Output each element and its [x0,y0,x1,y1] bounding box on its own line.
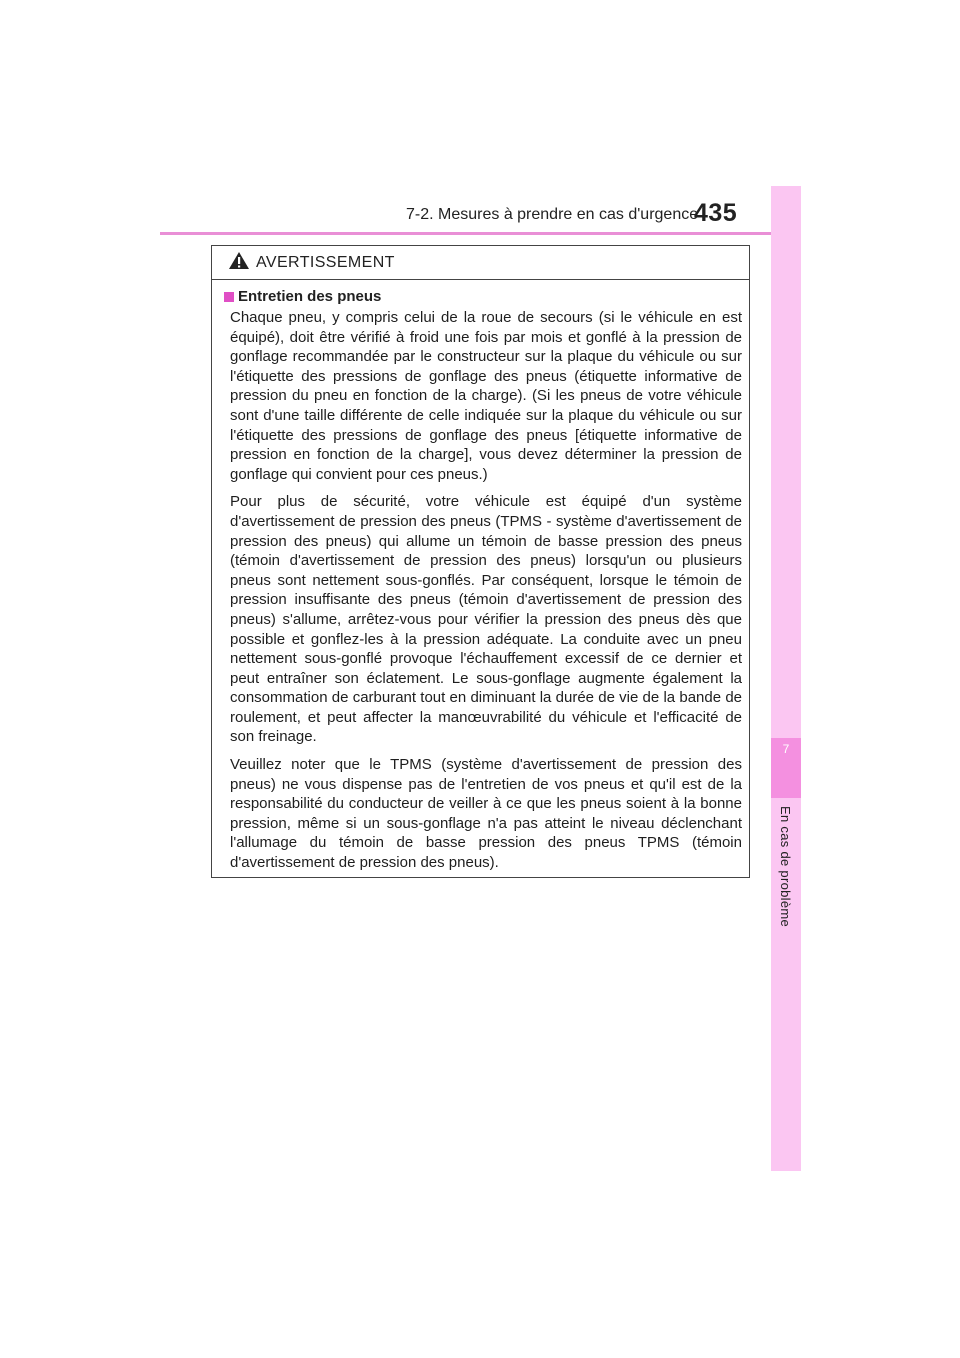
warning-header [212,246,749,280]
paragraph: Chaque pneu, y compris celui de la roue de secours (si le véhicule en est équipé), doit être vérifié à froid une fois par mois et gonflé à la pression de gonflage recommandée par le constructeur sur la plaque du véhicule ou sur l'étiquette des pressions de gonflage des pneus (étiquette informative de pression du pneu en fonction de la charge). (Si les pneus de votre véhicule sont d'une taille différente de celle indiquée sur la plaque du véhicule ou sur l'étiquette des pressions de gonflage des pneus [étiquette informative de pression en fonction de la charge], vous devez déterminer la pression de gonflage qui convient pour ces pneus.) [230,309,742,483]
paragraph: Veuillez noter que le TPMS (système d'avertissement de pression des pneus) ne vous dispense pas de l'entretien de vos pneus et qu'il est de la responsabilité du conducteur de veiller à ce que les pneus soient à la bonne pression, même si un sous-gonflage n'a pas atteint le niveau déclenchant l'allumage du témoin de basse pression des pneus TPMS (témoin d'avertissement de pression des pneus). [230,756,742,872]
header-divider [160,232,800,235]
paragraph: Pour plus de sécurité, votre véhicule est équipé d'un système d'avertissement de pression des pneus (TPMS - système d'avertissement de pression des pneus) qui allume un témoin de basse pression des pneus (témoin d'avertissement de pression des pneus) lorsqu'un ou plusieurs pneus sont nettement sous-gonflés. Par conséquent, lorsque le témoin de pression insuffisante des pneus (témoin d'avertissement de pression des pneus) s'allume, arrêtez-vous pour vérifier la pression des pneus dès que possible et gonflez-les à la pression adéquate. La conduite avec un pneu nettement sous-gonflé provoque l'échauffement excessif de ce dernier et peut entraîner son éclatement. Le sous-gonflage augmente également la consommation de carburant tout en diminuant la durée de vie de la bande de roulement, et peut affecter la manœuvrabilité du véhicule et l'efficacité de son freinage. [230,493,742,746]
chapter-side-tab [771,186,801,1171]
warning-triangle-icon [228,251,250,275]
section-title: 7-2. Mesures à prendre en cas d'urgence [406,206,699,223]
warning-subheading [224,288,742,305]
chapter-label: En cas de problème [778,806,793,928]
subheading-text: Entretien des pneus [238,288,382,305]
square-bullet-icon [224,292,234,302]
warning-box [211,245,750,878]
warning-title: AVERTISSEMENT [256,253,395,271]
warning-body [212,280,749,873]
chapter-number: 7 [782,742,790,756]
page-number: 435 [694,199,738,227]
